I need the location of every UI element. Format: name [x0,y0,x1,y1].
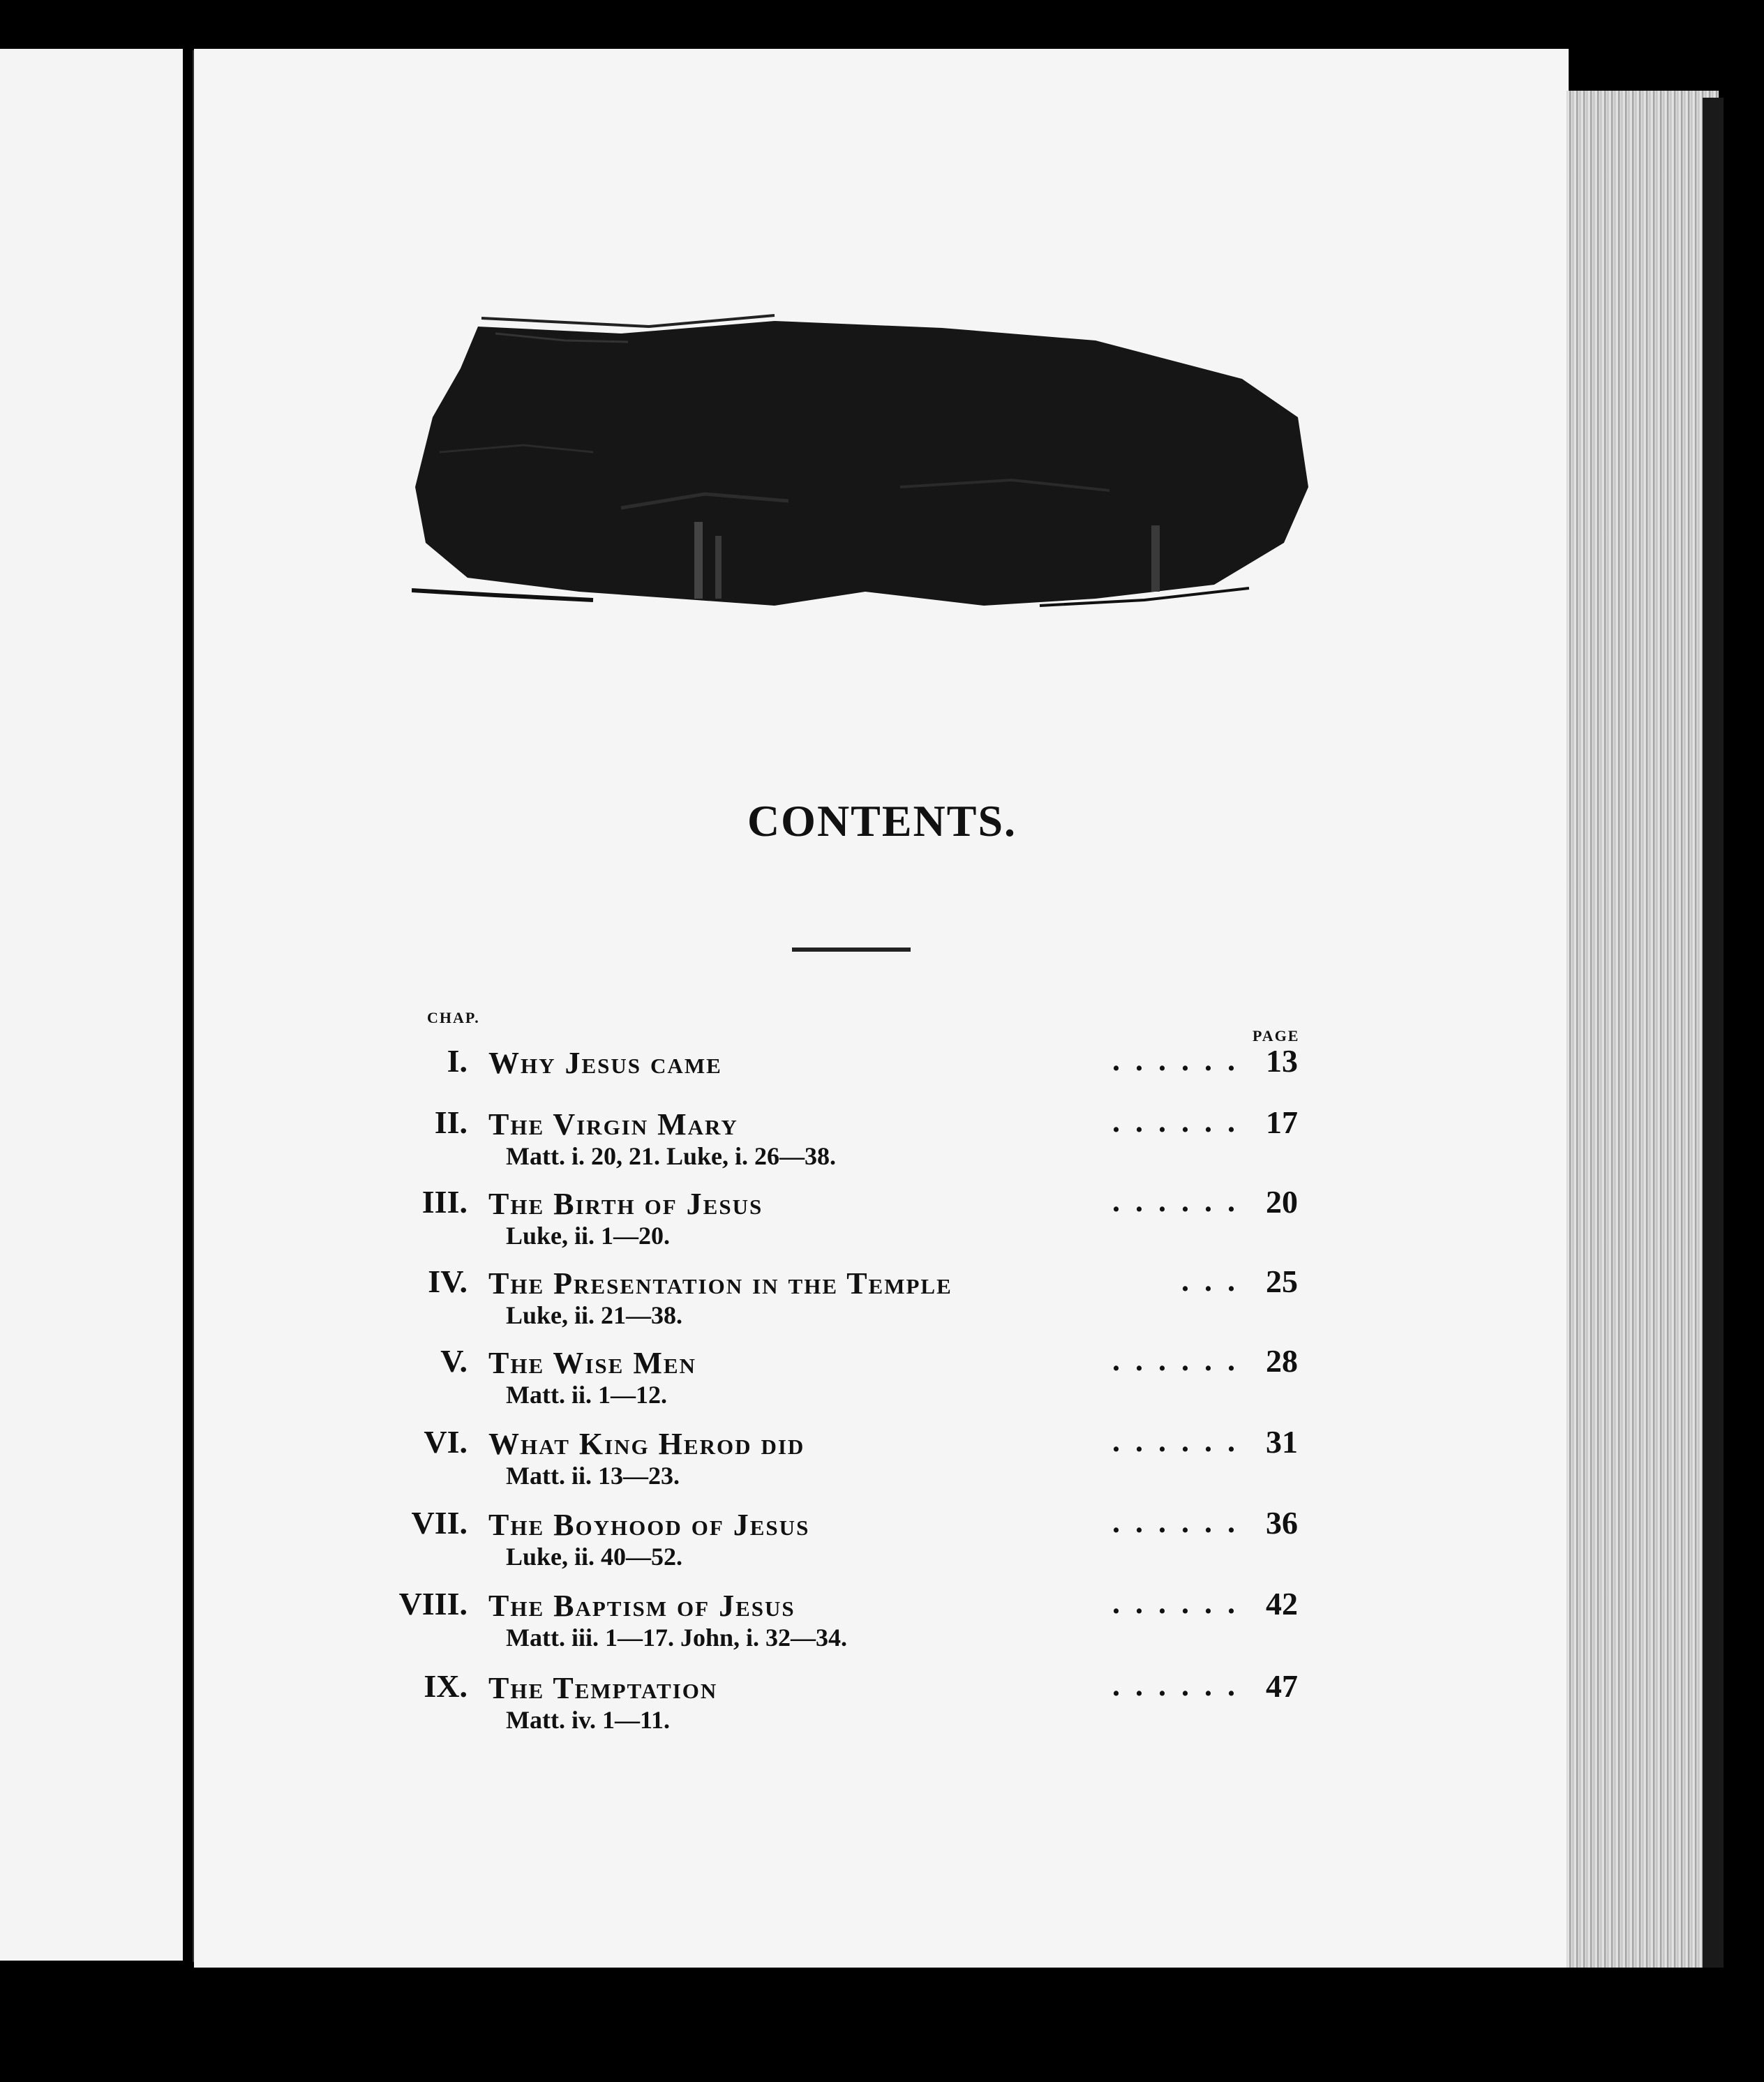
page-number: 17 [1266,1104,1298,1140]
chapter-title: Why Jesus came [488,1046,722,1080]
chap-column-label: CHAP. [427,1009,480,1026]
scripture-reference: Matt. iv. 1—11. [506,1706,670,1734]
page-number: 47 [1266,1668,1298,1704]
dot-leader: . . . [1181,1264,1235,1298]
scripture-reference: Matt. iii. 1—17. John, i. 32—34. [506,1624,848,1652]
chapter-title: The Wise Men [488,1346,696,1380]
chapter-title: The Birth of Jesus [488,1187,763,1221]
dot-leader: . . . . . . [1112,1424,1235,1458]
dot-leader: . . . . . . [1112,1104,1235,1139]
chapter-number: V. [440,1343,468,1379]
chapter-number: IV. [428,1264,468,1299]
scripture-reference: Matt. i. 20, 21. Luke, i. 26—38. [506,1142,836,1170]
chapter-title: The Baptism of Jesus [488,1589,795,1623]
dot-leader: . . . . . . [1112,1043,1235,1077]
toc-entry [0,1504,1764,1581]
toc-entry [0,1668,1764,1744]
landscape-vignette [412,313,1312,613]
title-rule [792,948,911,952]
page-number: 20 [1266,1184,1298,1220]
scripture-reference: Luke, ii. 21—38. [506,1301,683,1329]
chapter-number: I. [447,1043,468,1079]
chapter-number: VIII. [398,1586,468,1622]
dot-leader: . . . . . . [1112,1505,1235,1539]
toc-entry [0,1183,1764,1260]
scripture-reference: Matt. ii. 13—23. [506,1462,680,1490]
page-number: 25 [1266,1264,1298,1299]
page-number: 42 [1266,1586,1298,1622]
toc-entry [0,1585,1764,1662]
dot-leader: . . . . . . [1112,1586,1235,1620]
scripture-reference: Luke, ii. 40—52. [506,1543,683,1571]
chapter-title: What King Herod did [488,1427,805,1461]
contents-title: CONTENTS. [747,796,1017,846]
chapter-number: II. [434,1104,468,1140]
page-number: 31 [1266,1424,1298,1460]
toc-entry [0,1263,1764,1340]
toc-entry [0,1104,1764,1181]
chapter-title: The Virgin Mary [488,1107,738,1141]
page-number: 13 [1266,1043,1298,1079]
chapter-number: VII. [411,1505,468,1541]
dot-leader: . . . . . . [1112,1343,1235,1377]
dot-leader: . . . . . . [1112,1184,1235,1218]
scripture-reference: Luke, ii. 1—20. [506,1222,671,1250]
chapter-number: VI. [424,1424,468,1460]
page-number: 28 [1266,1343,1298,1379]
page-number: 36 [1266,1505,1298,1541]
chapter-number: IX. [424,1668,468,1704]
toc-entry [0,1342,1764,1419]
dot-leader: . . . . . . [1112,1668,1235,1702]
page-column-label: PAGE [1253,1027,1300,1044]
chapter-title: The Boyhood of Jesus [488,1508,810,1542]
chapter-title: The Temptation [488,1671,718,1705]
scripture-reference: Matt. ii. 1—12. [506,1381,667,1409]
chapter-title: The Presentation in the Temple [488,1266,952,1301]
toc-entry [0,1423,1764,1500]
chapter-number: III. [421,1184,468,1220]
